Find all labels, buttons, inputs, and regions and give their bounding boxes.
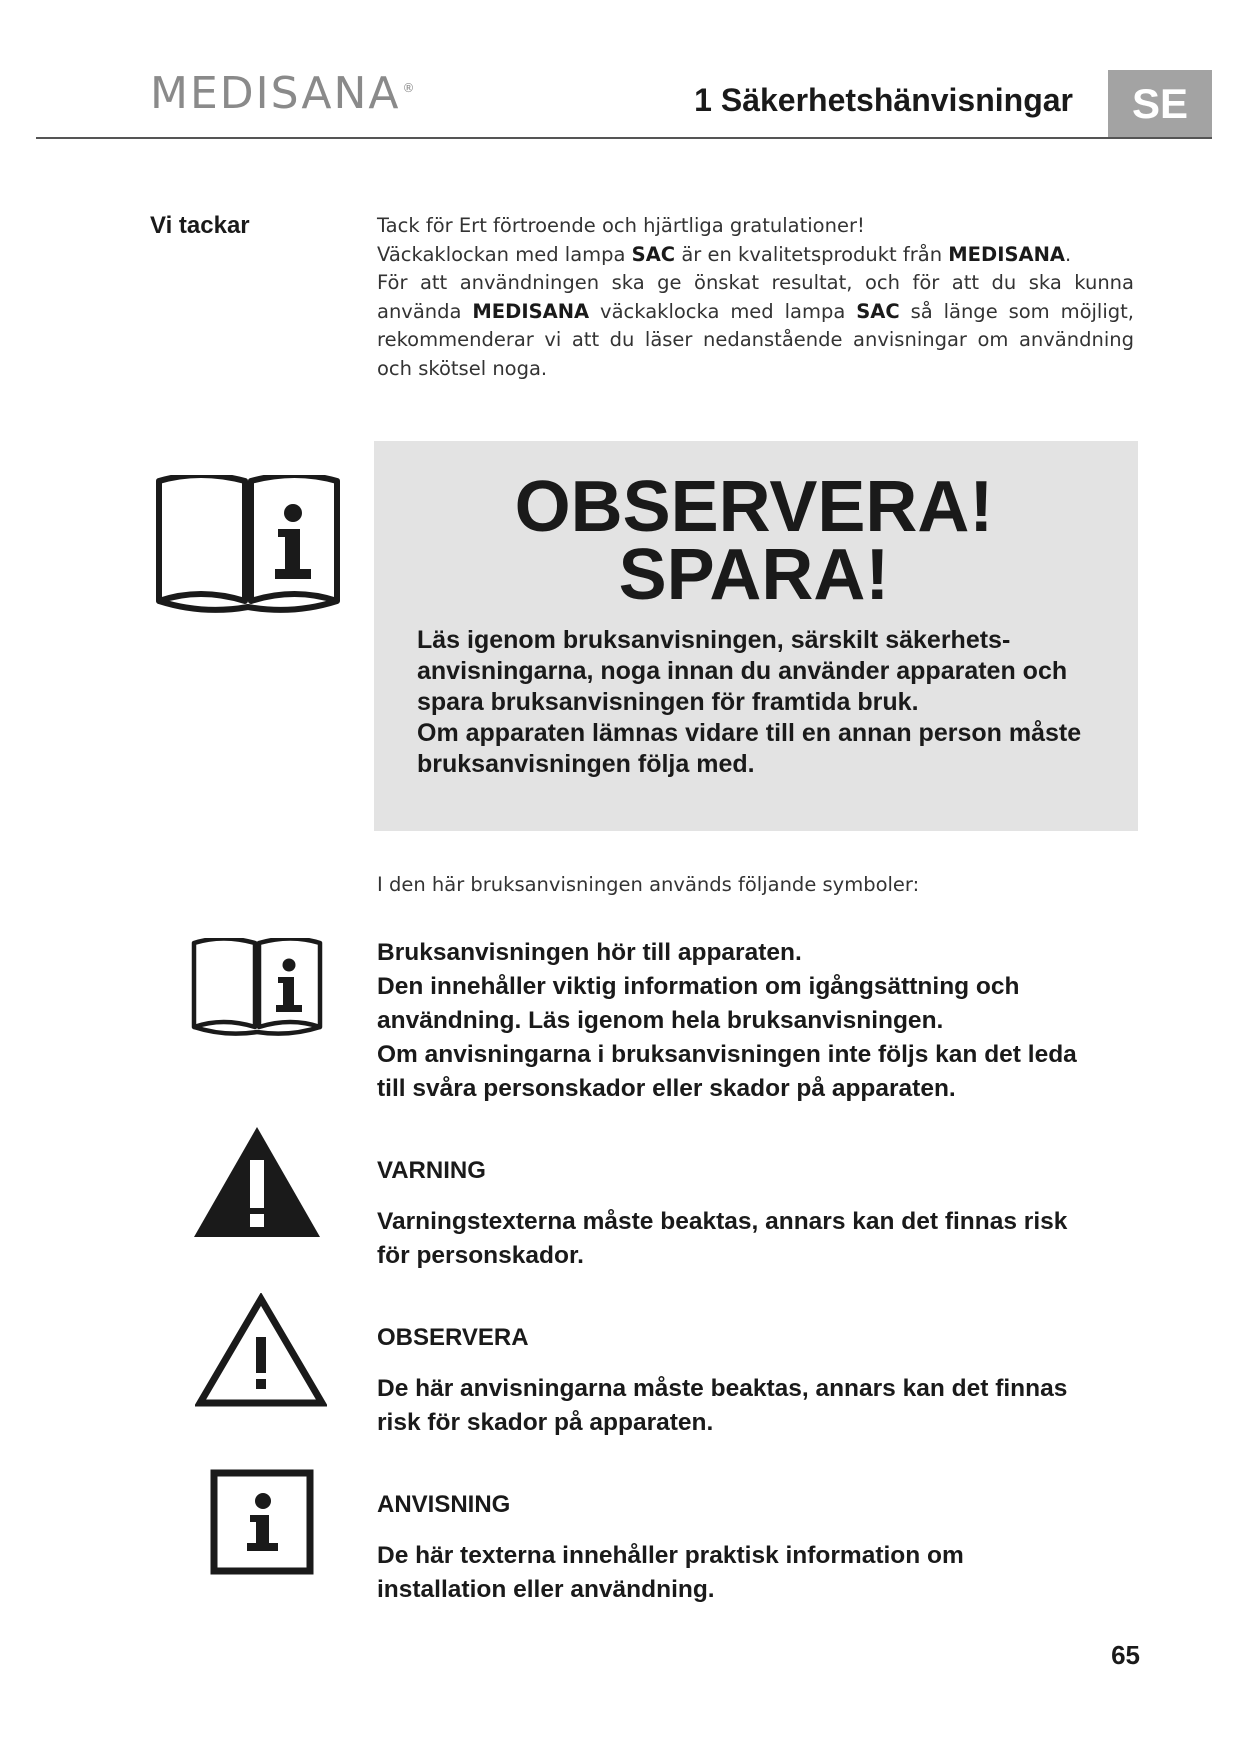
read-manual-icon: [191, 938, 323, 1038]
notice-box: [374, 441, 1138, 831]
manual-symbol-text: [377, 936, 1097, 1106]
manual-line-3: Om anvisningarna i bruksanvisningen inte följs kan det leda till svåra personskador eller skador på apparaten.: [377, 1041, 1077, 1102]
manual-line-2: Den innehåller viktig information om igångsättning och användning. Läs igenom hela bruksanvisningen.: [377, 973, 1020, 1034]
brand-sac: SAC: [856, 299, 900, 323]
intro-line-3: [377, 269, 1134, 383]
notice-title-line-2: SPARA!: [618, 535, 890, 615]
warning-heading: VARNING: [377, 1157, 486, 1184]
brand-medisana: MEDISANA: [472, 299, 590, 323]
chapter-title: 1 Säkerhetshänvisningar: [694, 82, 1073, 118]
intro-line-1: Tack för Ert förtroende och hjärtliga gratulationer!: [377, 214, 865, 237]
intro-text-span: så länge som möjligt, rekommenderar vi att du läser nedanstående anvisningar om användning och skötsel noga.: [377, 299, 1134, 380]
intro-text-span: är en kvalitetsprodukt från: [675, 242, 949, 266]
medisana-logo: [150, 68, 417, 119]
caution-heading: OBSERVERA: [377, 1324, 529, 1351]
caution-icon: [195, 1293, 327, 1407]
notice-text: [417, 625, 1117, 780]
notice-paragraph-1: Läs igenom bruksanvisningen, särskilt säkerhets-anvisningarna, noga innan du använder apparaten och spara bruksanvisningen för framtida bruk.: [417, 626, 1068, 716]
warning-text: Varningstexterna måste beaktas, annars kan det finnas risk för personskador.: [377, 1208, 1068, 1269]
intro-text-span: För att användningen ska ge önskat resultat, och för att du ska kunna använda: [377, 271, 1134, 323]
brand-medisana: MEDISANA: [948, 242, 1065, 266]
read-manual-large-icon: [155, 475, 341, 615]
note-text: De här texterna innehåller praktisk information om installation eller användning.: [377, 1542, 964, 1603]
registered-mark: ®: [402, 81, 417, 96]
language-tab: SE: [1108, 70, 1212, 138]
warning-icon: [192, 1125, 322, 1239]
caution-text: De här anvisningarna måste beaktas, annars kan det finnas risk för skador på apparaten.: [377, 1375, 1068, 1436]
intro-paragraph: [377, 212, 1134, 383]
intro-line-2: [377, 241, 1134, 270]
intro-text-span: Väckaklockan med lampa: [377, 242, 632, 266]
header-divider: [36, 137, 1212, 139]
intro-text-span: väckaklocka med lampa: [589, 299, 857, 323]
symbols-intro: I den här bruksanvisningen används följande symboler:: [377, 873, 920, 896]
logo-text: MEDISANA: [150, 68, 401, 119]
note-heading: ANVISNING: [377, 1491, 511, 1518]
notice-paragraph-2: Om apparaten lämnas vidare till en annan person måste bruksanvisningen följa med.: [417, 719, 1082, 778]
notice-title: [374, 467, 1134, 615]
info-icon: [210, 1469, 314, 1575]
intro-text-span: .: [1065, 242, 1072, 266]
notice-title-line-1: OBSERVERA!: [514, 467, 994, 547]
manual-line-1: Bruksanvisningen hör till apparaten.: [377, 939, 802, 966]
page-number: 65: [1111, 1640, 1140, 1670]
intro-label: Vi tackar: [150, 212, 250, 239]
brand-sac: SAC: [631, 242, 676, 266]
